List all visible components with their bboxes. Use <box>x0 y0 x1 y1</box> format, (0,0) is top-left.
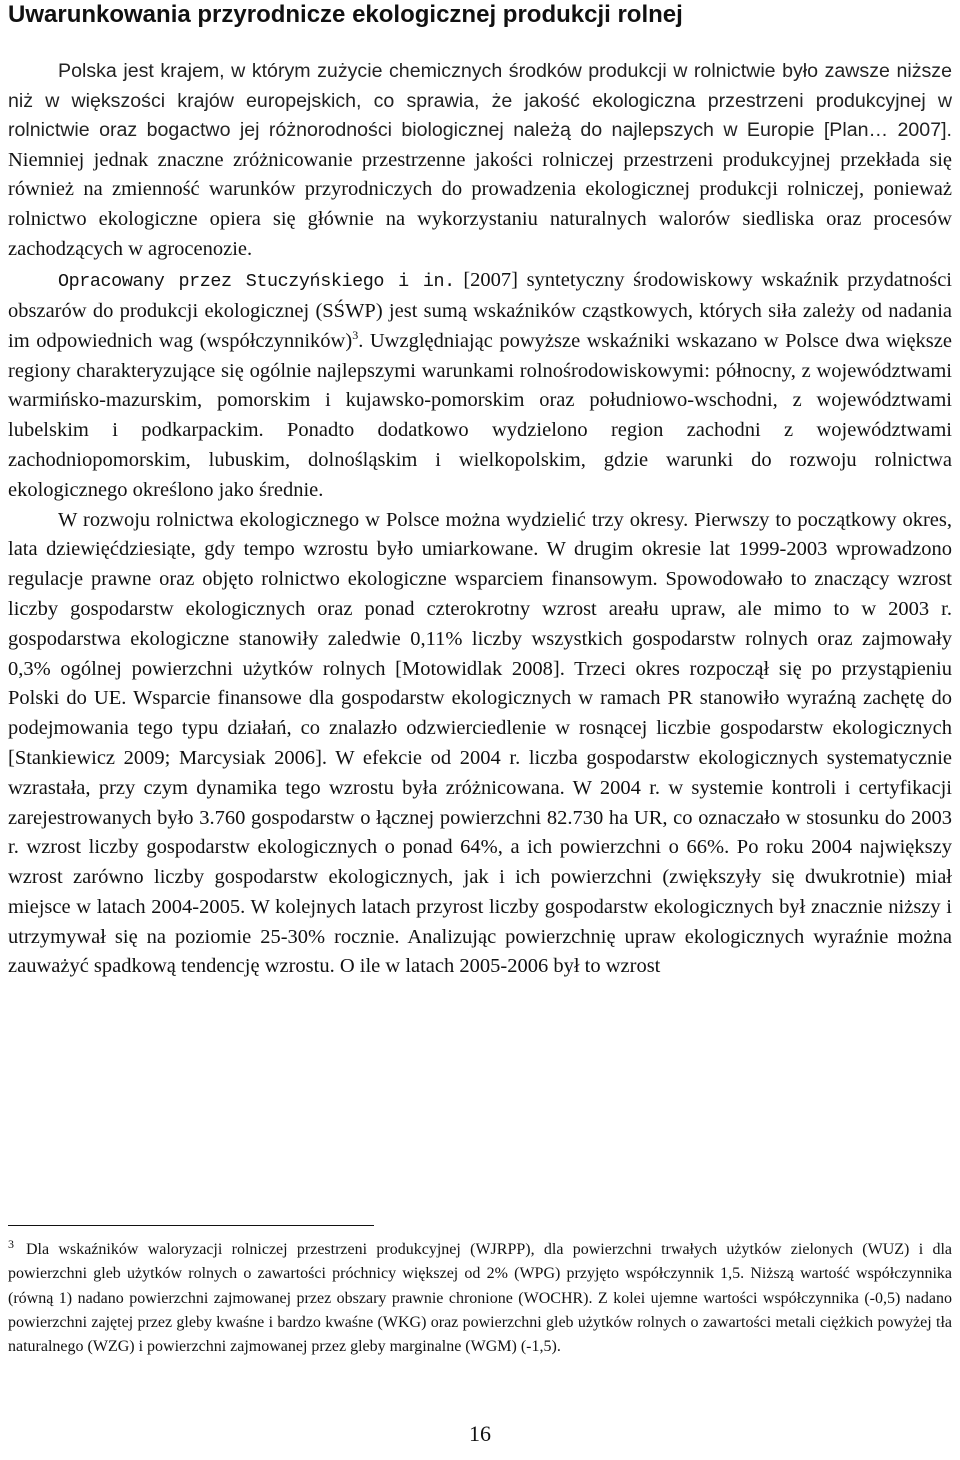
section-title: Uwarunkowania przyrodnicze ekologicznej produkcji rolnej <box>8 1 683 28</box>
footnote <box>8 1238 952 1359</box>
footnote-reference: 3 <box>352 327 359 342</box>
footnote-mark: 3 <box>8 1236 14 1251</box>
paragraph-1-serif-text: Niemniej jednak znaczne zróżnicowanie przestrzenne jakości rolniczej przestrzeni produkcyjnej przekłada się również na zmienność warunków przyrodniczych do prowadzenia ekologicznej produkcji rolniczej, ponieważ rolnictwo ekologiczne opiera się głównie na wykorzystaniu naturalnych walorów siedliska oraz procesów zachodzących w agrocenozie. <box>8 148 952 260</box>
page-number: 16 <box>469 1421 491 1446</box>
paragraph-1 <box>8 57 952 264</box>
paragraph-1-sans-text: Polska jest krajem, w którym zużycie chemicznych środków produkcji w rolnictwie było zawsze niższe niż w większości krajów europejskich, co sprawia, że jakość ekologiczna przestrzeni produkcyjnej w rolnictwie oraz bogactwo jej różnorodności biologicznej należą do najlepszych w Europie [Plan… 2007]. <box>8 60 952 142</box>
footnote-divider <box>8 1225 374 1226</box>
paragraph-2-end: . Uwzględniając powyższe wskaźniki wskazano w Polsce dwa większe regiony charakteryzujące się ogólnie najlepszymi warunkami rolnośrodowiskowymi: północny, z województwami warmińsko-mazurskim, pomorskim i kujawsko-pomorskim oraz południowo-wschodni, z województwami lubelskim i podkarpackim. Ponadto dodatkowo wydzielono region zachodni z województwami zachodniopomorskim, lubuskim, dolnośląskim i wielkopolskim, gdzie warunki do rozwoju rolnictwa ekologicznego określono jako średnie. <box>8 329 952 501</box>
paragraph-2 <box>8 266 952 505</box>
paragraph-2-rest: [2007] syntetyczny środowiskowy wskaźnik przydatności obszarów do produkcji ekologicznej (SŚWP) jest sumą wskaźników cząstkowych, których siła zależy od nadania im odpowiednich wag (współczynników) <box>8 269 952 352</box>
paragraph-2-start: Opracowany przez Stuczyńskiego i in. <box>58 271 455 293</box>
footnote-text: Dla wskaźników waloryzacji rolniczej przestrzeni produkcyjnej (WJRPP), dla powierzchni trwałych użytków zielonych (WUZ) i dla powierzchni gleb użytków rolnych o zawartości próchnicy większej od 2% (WPG) przyjęto współczynnik 1,5. Niższą wartość współczynnika (równą 1) nadano powierzchni zajmowanej przez obszary prawnie chronione (WOCHR). Z kolei ujemne wartości współczynnika (-0,5) nadano powierzchni zajętej przez gleby kwaśne i bardzo kwaśne (WKG) oraz powierzchni gleb użytków rolnych o zawartości metali ciężkich powyżej tła naturalnego (WZG) i powierzchni zajmowanej przez gleby marginalne (WGM) (-1,5). <box>8 1241 952 1356</box>
paragraph-3: W rozwoju rolnictwa ekologicznego w Polsce można wydzielić trzy okresy. Pierwszy to początkowy okres, lata dziewięćdziesiąte, gdy tempo wzrostu było umiarkowane. W drugim okresie lat 1999-2003 wprowadzono regulacje prawne oraz objęto rolnictwo ekologiczne wsparciem finansowym. Spowodowało to znaczący wzrost liczby gospodarstw ekologicznych oraz ponad czterokrotny wzrost areału upraw, ale mimo to w 2003 r. gospodarstwa ekologiczne stanowiły zaledwie 0,11% liczby wszystkich gospodarstw rolnych oraz zajmowały 0,3% ogólnej powierzchni użytków rolnych [Motowidlak 2008]. Trzeci okres rozpoczął się po przystąpieniu Polski do UE. Wsparcie finansowe dla gospodarstw ekologicznych w ramach PR stanowiło wyraźną zachętę do podejmowania tego typu działań, co znalazło odzwierciedlenie w rosnącej liczbie gospodarstw ekologicznych [Stankiewicz 2009; Marcysiak 2006]. W efekcie od 2004 r. liczba gospodarstw ekologicznych systematycznie wzrastała, przy czym dynamika tego wzrostu była zróżnicowana. W 2004 r. w systemie kontroli i certyfikacji zarejestrowanych było 3.760 gospodarstw o łącznej powierzchni 82.730 ha UR, co oznaczało w stosunku do 2003 r. wzrost liczby gospodarstw ekologicznych o ponad 64%, a ich powierzchni o 66%. Po roku 2004 największy wzrost zarówno liczby gospodarstw ekologicznych, jak i ich powierzchni (zwiększyły się dwukrotnie) miał miejsce w latach 2004-2005. W kolejnych latach przyrost liczby gospodarstw ekologicznych był znacznie niższy i utrzymywał się na poziomie 25-30% rocznie. Analizując powierzchnię upraw ekologicznych wyraźnie można zauważyć spadkową tendencję wzrostu. O ile w latach 2005-2006 był to wzrost <box>8 508 952 978</box>
